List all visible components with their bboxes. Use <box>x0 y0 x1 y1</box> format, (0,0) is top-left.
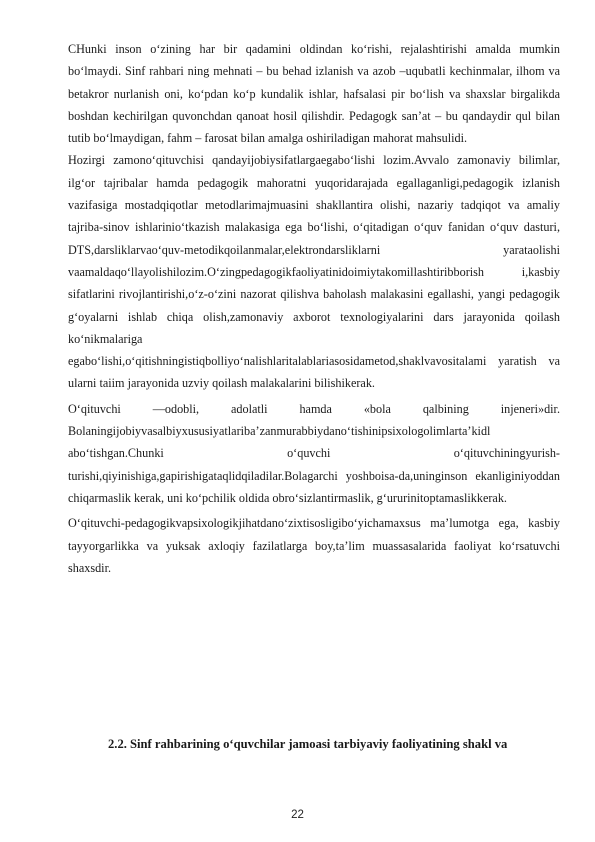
paragraph-teacher-ethics: O‘qituvchi —odobli, adolatli hamda «bola qalbining injeneri»dir. Bolaningijobiyvasalbiyxususiyatlariba’zanmurabbiydano‘tishinipsixologolimlarta’kidl abo‘tishgan.Chunki o‘quvchi o‘qituvchiningyurish-turishi,qiyinishiga,gapirishigataqlidqiladilar.Bolagarchi yoshboisa-da,uninginson ekanliginiyoddan chiqarmaslik kerak, uni ko‘pchilik oldida obro‘sizlantirmaslik, g‘ururinitoptamaslikkerak. <box>68 401 560 505</box>
paragraph-intro: CHunki inson o‘zining har bir qadamini oldindan ko‘rishi, rejalashtirishi amalda mumkin bo‘lmaydi. Sinf rahbari ning mehnati – bu behad izlanish va azob –uqubatli kechinmalar, ilhom va betakror nurlanish oni, ko‘pdan ko‘p kundalik ishlar, hafsalasi pir bo‘lish va shaxslar birgalikda boshdan kechirilgan quvonchdan qanoat hosil qilishdir. Pedagogk san’at – bu qandaydir qul bilan tutib bo‘lmaydigan, fahm – farosat bilan amalga oshiriladigan mahorat mahsulidi. <box>68 42 560 146</box>
page-number: 22 <box>291 809 304 821</box>
paragraph-modern-teacher: Hozirgi zamono‘qituvchisi qandayijobiysifatlargaegabo‘lishi lozim.Avvalo zamonaviy bilimlar, ilg‘or tajribalar hamda pedagogik mahoratni yuqoridarajada egallaganligi,pedagogik izlanish vazifasiga mostadqiqotlar metodlarimajmuasini shakllantira olishi, nazariy tadqiqot va amaliy tajriba-sinov ishlarinio‘tkazish malakasiga ega bo‘lishi, o‘qitadigan o‘quv fanidan o‘quv dasturi, DTS,darsliklarvao‘quv-metodikqoilanmalar,elektrondarsliklarni yarataolishi vaamaldaqo‘llayolishilozim.O‘zingpedagogikfaoliyatinidoimiytakomillashtiribborish i,kasbiy sifatlarini rivojlantirishi,o‘z-o‘zini nazorat qilishva baholash malakasini egallashi, yangi pedagogik g‘oyalarni ishlab chiqa olish,zamonaviy axborot texnologiyalarini dars jarayonida qoilash ko‘nikmalariga egabo‘lishi,o‘qitishningistiqbolliyo‘nalishlaritalablariasosidametod,shaklvavositalami yaratish va ularni taiim jarayonida uzviy qoilash malakalarini bilishikerak. <box>68 153 560 391</box>
section-heading: 2.2. Sinf rahbarining o‘quvchilar jamoasi tarbiyaviy faoliyatining shakl va <box>108 737 508 751</box>
document-body <box>68 38 560 579</box>
paragraph-teacher-definition: O‘qituvchi-pedagogikvapsixologikjihatdano‘zixtisosligibo‘yichamaxsus ma’lumotga ega, kasbiy tayyorgarlikka va yuksak axloqiy fazilatlarga boy,ta’lim muassasalarida faoliyat ko‘rsatuvchi shaxsdir. <box>68 516 560 575</box>
